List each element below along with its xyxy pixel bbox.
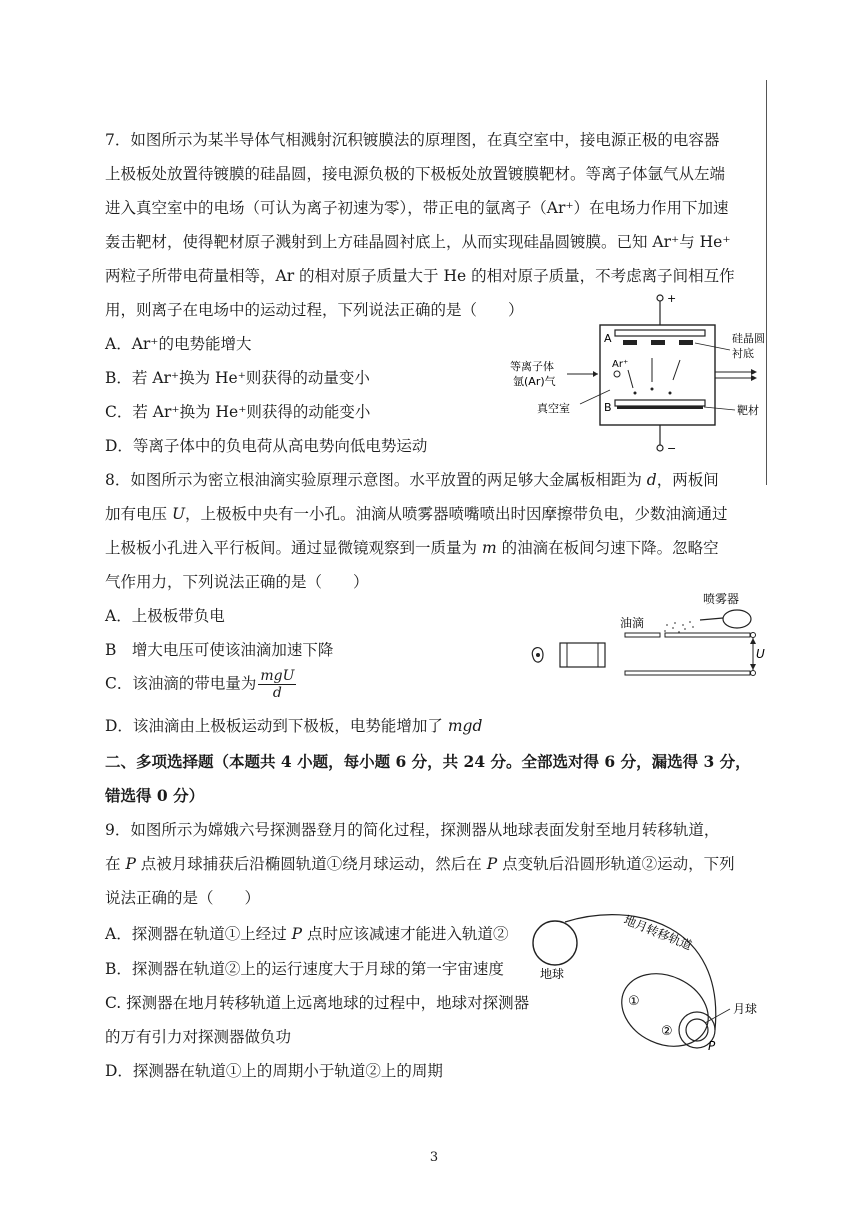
q7-line-2: 上极板处放置待镀膜的硅晶圆，接电源负极的下极板处放置镀膜靶材。等离子体氩气从左端 xyxy=(105,165,726,183)
section-2-line-1: 二、多项选择题（本题共 4 小题，每小题 6 分，共 24 分。全部选对得 6 分，漏选得 3 分， xyxy=(105,752,751,771)
upper-plate xyxy=(615,330,705,336)
orbit-2-label: ② xyxy=(661,1024,673,1039)
wafer-2 xyxy=(651,340,665,345)
wafer-label-2: 衬底 xyxy=(732,347,754,360)
target-label: 靶材 xyxy=(737,404,759,417)
transfer-orbit-label: 地月转移轨道 xyxy=(621,912,694,953)
q9-line-2-mid: 点被月球捕获后沿椭圆轨道①绕月球运动，然后在 xyxy=(135,855,487,873)
earth-label: 地球 xyxy=(540,967,565,981)
q8-line-2 xyxy=(105,502,728,524)
q7-sputtering-diagram xyxy=(505,290,770,465)
ar-ion-label: Ar⁺ xyxy=(612,359,629,370)
q7-line-3: 进入真空室中的电场（可认为离子初速为零），带正电的氩离子（Ar⁺）在电场力作用下加速 xyxy=(105,199,729,217)
earth-circle xyxy=(533,921,577,965)
wafer-1 xyxy=(623,340,637,345)
moon-label: 月球 xyxy=(733,1002,758,1016)
q7-line-6: 用，则离子在电场中的运动过程，下列说法正确的是（ ） xyxy=(105,301,524,319)
q8-line-1-tail: ，两板间 xyxy=(656,471,719,489)
voltage-label: U xyxy=(756,647,765,661)
q8-line-4: 气作用力，下列说法正确的是（ ） xyxy=(105,573,369,591)
plate-a-label: A xyxy=(604,332,612,345)
plate-b-label: B xyxy=(604,401,612,414)
q9-option-a xyxy=(105,922,509,944)
q9-option-a-text: A．探测器在轨道①上经过 xyxy=(105,925,292,943)
section-2-line-2: 错选得 0 分） xyxy=(105,786,205,805)
q9-orbit-diagram xyxy=(525,905,765,1075)
q9-option-c-1: C. 探测器在地月转移轨道上远离地球的过程中，地球对探测器 xyxy=(105,994,530,1012)
q7-line-4: 轰击靶材，使得靶材原子溅射到上方硅晶圆衬底上，从而实现硅晶圆镀膜。已知 Ar⁺与 He⁺ xyxy=(105,233,731,251)
q9-option-d: D．探测器在轨道①上的周期小于轨道②上的周期 xyxy=(105,1062,443,1080)
wafer-label-1: 硅晶圆 xyxy=(732,332,765,345)
point-p: P xyxy=(291,925,303,943)
q8-line-1 xyxy=(105,468,719,490)
q8-line-3-text: 上极板小孔进入平行板间。通过显微镜观察到一质量为 xyxy=(105,539,482,557)
var-u: U xyxy=(171,505,186,523)
var-m: m xyxy=(481,539,497,557)
q9-line-3: 说法正确的是（ ） xyxy=(105,889,261,907)
plasma-label-1: 等离子体 xyxy=(510,360,554,373)
q8-option-d-text: D．该油滴由上极板运动到下极板，电势能增加了 xyxy=(105,717,448,735)
point-p: P xyxy=(486,855,498,873)
orbit-1 xyxy=(610,960,720,1060)
q8-option-d xyxy=(105,714,482,736)
target-material xyxy=(617,406,703,409)
var-mgd: mgd xyxy=(447,717,483,735)
q7-line-1: 7．如图所示为某半导体气相溅射沉积镀膜法的原理图，在真空室中，接电源正极的电容器 xyxy=(105,131,720,149)
wafer-3 xyxy=(679,340,693,345)
q8-option-b: B 增大电压可使该油滴加速下降 xyxy=(105,641,334,659)
q9-line-2 xyxy=(105,852,735,874)
fraction-denominator: d xyxy=(272,685,282,701)
q8-millikan-diagram xyxy=(515,585,765,695)
vacuum-label: 真空室 xyxy=(537,402,570,415)
drop-label: 油滴 xyxy=(620,616,645,630)
page-number: 3 xyxy=(429,1150,439,1165)
fraction-numerator: mgU xyxy=(260,668,295,684)
point-p: P xyxy=(125,855,136,873)
sprayer-bulb xyxy=(723,610,751,628)
orbit-1-label: ① xyxy=(628,994,640,1009)
q7-option-c: C．若 Ar⁺换为 He⁺则获得的动能变小 xyxy=(105,403,371,421)
var-d: d xyxy=(646,471,657,489)
q7-option-a: A．Ar⁺的电势能增大 xyxy=(105,335,252,353)
q8-line-1-text: 8．如图所示为密立根油滴实验原理示意图。水平放置的两足够大金属板相距为 xyxy=(105,471,647,489)
q9-line-2-tail: 点变轨后沿圆形轨道②运动，下列 xyxy=(497,855,735,873)
minus-sign: − xyxy=(667,442,677,455)
q8-option-c-text: C．该油滴的带电量为 xyxy=(105,674,257,693)
q8-option-a: A．上极板带负电 xyxy=(105,607,225,625)
q8-line-2-tail: ，上极板中央有一小孔。油滴从喷雾器喷嘴喷出时因摩擦带负电，少数油滴通过 xyxy=(185,505,728,523)
sprayer-label: 喷雾器 xyxy=(703,592,740,606)
lower-plate xyxy=(615,400,705,406)
q9-option-b: B．探测器在轨道②上的运行速度大于月球的第一宇宙速度 xyxy=(105,960,504,978)
q7-line-5: 两粒子所带电荷量相等，Ar 的相对原子质量大于 He 的相对原子质量，不考虑离子间相互作 xyxy=(105,267,735,285)
plus-sign: + xyxy=(667,292,677,305)
positive-terminal xyxy=(657,295,663,301)
q9-line-1: 9．如图所示为嫦娥六号探测器登月的简化过程，探测器从地球表面发射至地月转移轨道， xyxy=(105,821,720,839)
negative-terminal xyxy=(657,445,663,451)
q9-option-a-tail: 点时应该减速才能进入轨道② xyxy=(302,925,509,943)
q7-option-b: B．若 Ar⁺换为 He⁺则获得的动量变小 xyxy=(105,369,370,387)
q8-line-3-tail: 的油滴在板间匀速下降。忽略空 xyxy=(496,539,719,557)
q9-option-c-2: 的万有引力对探测器做负功 xyxy=(105,1028,292,1046)
q7-option-d: D．等离子体中的负电荷从高电势向低电势运动 xyxy=(105,437,428,455)
q8-line-2-text: 加有电压 xyxy=(105,505,172,523)
point-p-label: P xyxy=(708,1039,716,1053)
plasma-label-2: 氩(Ar)气 xyxy=(513,375,556,388)
q8-option-c xyxy=(105,668,296,701)
charge-fraction xyxy=(258,668,296,701)
q9-line-2-text: 在 xyxy=(105,855,126,873)
q8-line-3 xyxy=(105,536,719,558)
